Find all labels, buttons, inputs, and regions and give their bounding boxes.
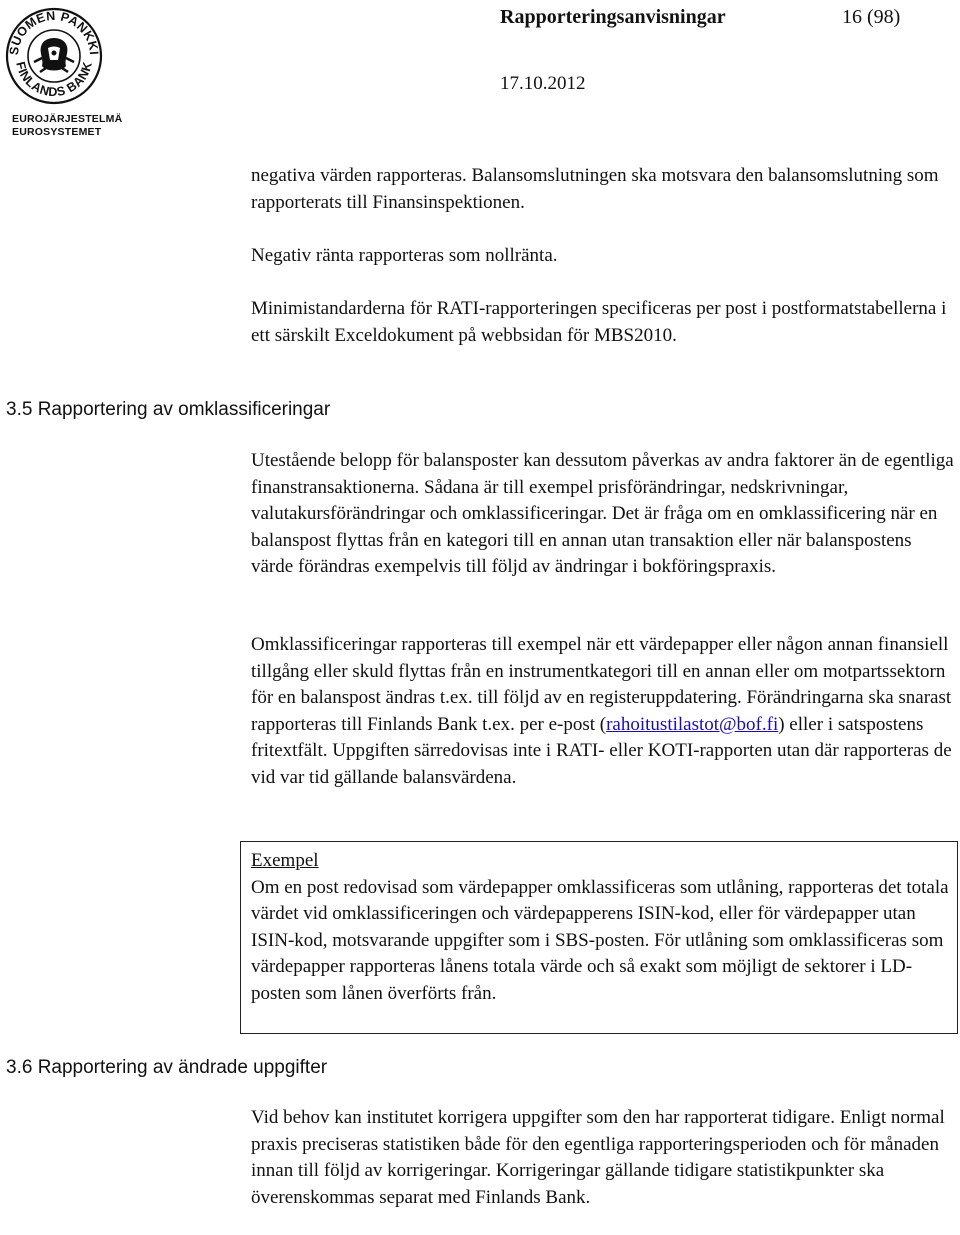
example-text: Om en post redovisad som värdepapper omklassificeras som utlåning, rapporteras det totala värdet vid omklassificeringen och värdepapperens ISIN-kod, eller för värdepapper utan ISIN-kod, motsvarande uppgifter som i SBS-posten. För utlåning som omklassificeras som värdepapper rapporteras lånens totala värde och så exakt som möjligt de sektorer i LD-posten som lånen överförts från. xyxy=(251,876,949,1004)
reclass-text-start: Omklassificeringar rapporteras till exempel när ett värdepapper eller någon annan finansiell tillgång eller skuld flyttas från en instrumentkategori till en annan eller om motpartssektorn för en balanspost ändras t.ex. till följd av en registeruppdatering. Förändringarna ska snarast rapporteras till Finlands Bank t.ex. per e-post ( xyxy=(251,634,952,735)
reclass-text-end: ) eller i satspostens fritextfält. Uppgiften särredovisas inte i RATI- eller KOTI-rapporten utan där rapporteras de vid var tid gällande balansvärdena. xyxy=(251,713,952,788)
example-box xyxy=(240,841,958,1034)
paragraph-outstanding-amounts: Utestående belopp för balansposter kan dessutom påverkas av andra faktorer än de egentliga finanstransaktionerna. Sådana är till exempel prisförändringar, nedskrivningar, valutakursförändringar och omklassificeringar. Det är fråga om en omklassificering när en balanspost flyttas från en kategori till en annan utan transaktion eller när balanspostens värde förändras exempelvis till följd av ändringar i bokföringspraxis. xyxy=(251,450,954,577)
document-date: 17.10.2012 xyxy=(500,73,586,94)
document-title: Rapporteringsanvisningar xyxy=(500,6,726,28)
suomen-pankki-logo xyxy=(4,2,123,140)
example-title: Exempel xyxy=(251,850,319,871)
eurosystem-sv: EUROSYSTEMET xyxy=(12,126,102,138)
email-link[interactable]: rahoitustilastot@bof.fi xyxy=(606,713,779,735)
paragraph-corrections: Vid behov kan institutet korrigera uppgifter som den har rapporterat tidigare. Enligt normal praxis preciseras statistiken både för den egentliga rapporteringsperioden och för månaden innan till följd av korrigeringar. Korrigeringar gällande tidigare statistikpunkter ska överenskommas separat med Finlands Bank. xyxy=(251,1107,945,1208)
bank-seal-icon xyxy=(4,2,104,110)
example-content xyxy=(251,848,951,1007)
paragraph-negative-rate: Negativ ränta rapporteras som nollränta. xyxy=(251,245,558,266)
page-number: 16 (98) xyxy=(842,6,901,28)
section-heading-3-5: 3.5 Rapportering av omklassificeringar xyxy=(6,399,331,420)
svg-text:FINLANDS BANK: FINLANDS BANK xyxy=(13,60,95,100)
svg-text:SUOMEN PANKKI: SUOMEN PANKKI xyxy=(6,8,102,56)
section-heading-3-6: 3.6 Rapportering av ändrade uppgifter xyxy=(6,1057,328,1078)
paragraph-minimum-standards: Minimistandarderna för RATI-rapporteringen specificeras per post i postformatstabellerna i ett särskilt Exceldokument på webbsidan för MBS2010. xyxy=(251,298,947,346)
paragraph-reclassifications xyxy=(251,632,956,791)
eurosystem-text xyxy=(12,113,122,139)
paragraph-balance-total: negativa värden rapporteras. Balansomslutningen ska motsvara den balansomslutning som rapporterats till Finansinspektionen. xyxy=(251,165,939,213)
eurosystem-fi: EUROJÄRJESTELMÄ xyxy=(12,113,123,125)
